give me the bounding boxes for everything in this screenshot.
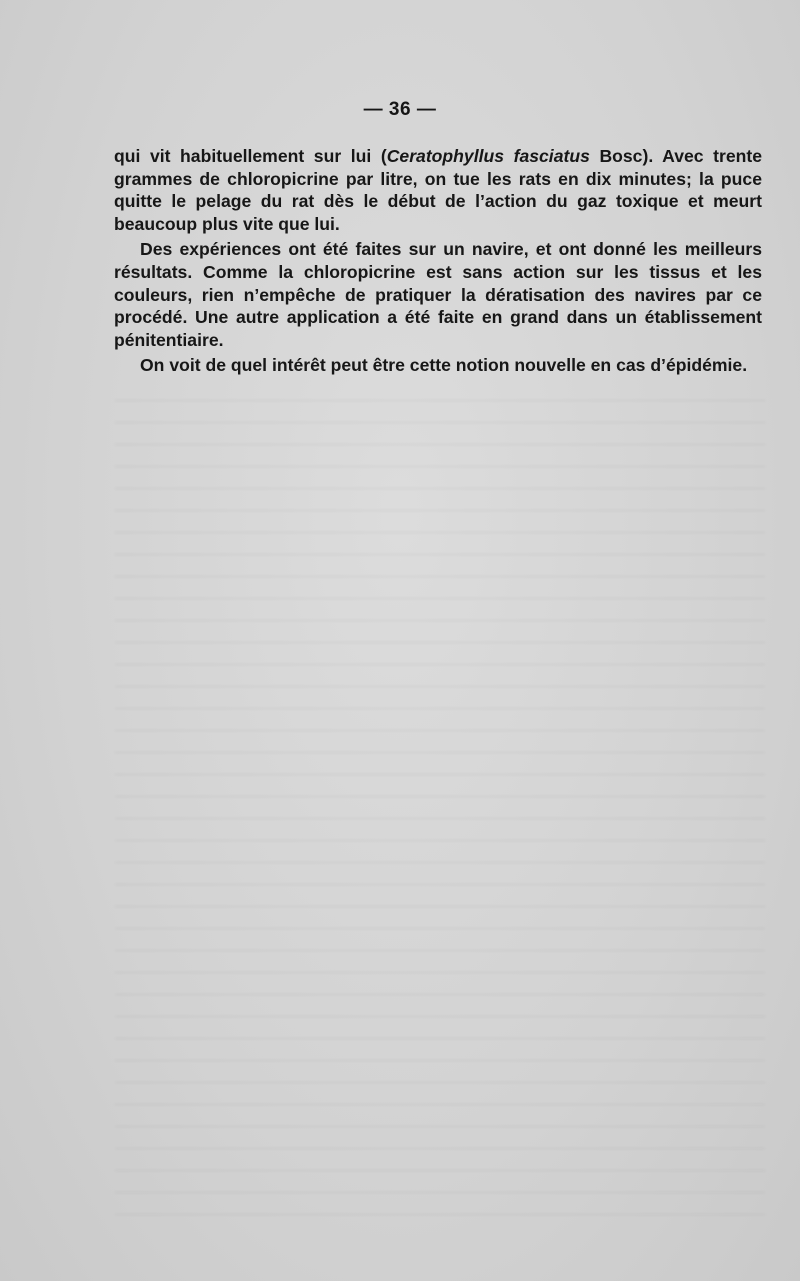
paragraph-1-end: Bosc). Avec trente grammes de chloropicrine par litre, on tue les rats en dix minutes; la puce quitte le pelage du rat dès le début de l’action du gaz toxique et meurt beaucoup plus vite que lui. [114,146,762,234]
species-name: Ceratophyllus fasciatus [386,146,590,166]
page-number: — 36 — [363,99,437,120]
paragraph-1 [114,145,762,235]
paragraph-2: Des expériences ont été faites sur un navire, et ont donné les meilleurs résultats. Comme la chloropicrine est sans action sur les tissus et les couleurs, rien n’empêche de pratiquer la dératisation des navires par ce procédé. Une autre application a été faite en grand dans un établissement pénitentiaire. [114,239,762,350]
bleed-through-texture [115,400,765,1220]
paragraph-1-start: qui vit habituellement sur lui ( [114,146,387,166]
paragraph-3: On voit de quel intérêt peut être cette notion nouvelle en cas d’épidémie. [140,355,748,376]
body-text [114,145,762,380]
